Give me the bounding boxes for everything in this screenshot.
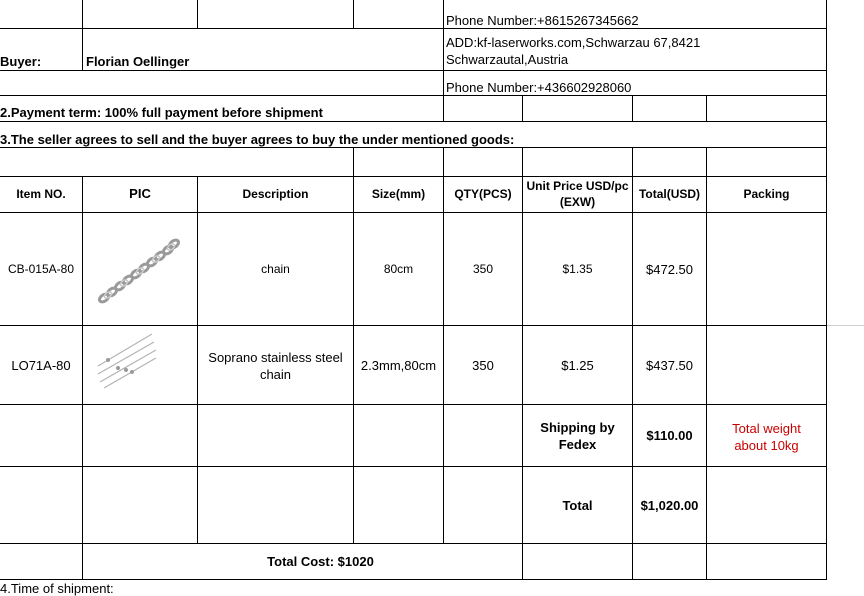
row1-qty: 350 [472,261,494,276]
shipping-amount: $110.00 [646,428,693,443]
total-amount: $1,020.00 [640,497,699,513]
row2-qty: 350 [472,357,494,373]
buyer-label: Buyer: [0,54,42,69]
buyer-name: Florian Oellinger [86,54,190,69]
buyer-phone: Phone Number:+436602928060 [446,79,632,95]
row1-unit-price: $1.35 [562,261,593,276]
shipping-label-line1: Shipping by [540,419,615,435]
total-label: Total [562,497,593,513]
grid-line [706,95,707,121]
header-unit-price-line1: Unit Price USD/pc [526,178,629,193]
row2-size: 2.3mm,80cm [360,357,437,373]
header-packing: Packing [743,187,790,201]
grid-line [632,95,633,121]
agreement-text: 3.The seller agrees to sell and the buyer agrees to buy the under mentioned goods: [0,132,515,147]
header-unit-price-line2: (EXW) [559,194,596,209]
header-size: Size(mm) [371,187,426,201]
header-qty: QTY(PCS) [454,187,512,201]
row1-item-no: CB-015A-80 [7,261,75,276]
header-total: Total(USD) [638,187,701,201]
total-cost: Total Cost: $1020 [267,554,374,569]
header-item-no: Item NO. [16,187,66,201]
shipping-weight-note-line2: about 10kg [734,437,799,453]
row2-description-line1: Soprano stainless steel [208,349,343,365]
grid-line [443,0,444,121]
header-description: Description [242,187,309,201]
row1-size: 80cm [383,261,414,276]
time-of-shipment: 4.Time of shipment: [0,580,114,596]
grid-line [0,70,827,71]
row1-total: $472.50 [646,261,693,277]
grid-line [0,95,827,96]
buyer-address-line1: ADD:kf-laserworks.com,Schwarzau 67,8421 [446,34,701,50]
row2-unit-price: $1.25 [561,357,594,373]
grid-line [0,579,827,580]
chain-product-image [96,232,180,310]
grid-line-faint [827,325,864,326]
shipping-label-line2: Fedex [558,436,597,452]
grid-line [353,0,354,28]
grid-line [0,28,827,29]
grid-line [82,28,83,70]
row2-item-no: LO71A-80 [11,357,71,373]
grid-line [197,0,198,28]
seller-phone: Phone Number:+8615267345662 [446,12,639,28]
grid-line [522,95,523,121]
necklace-product-image [96,332,158,390]
buyer-address-line2: Schwarzautal,Austria [446,51,569,67]
row2-total: $437.50 [646,357,693,373]
grid-line [826,0,827,580]
row2-description-line2: chain [259,366,292,382]
grid-line [0,121,827,122]
shipping-weight-note-line1: Total weight [732,420,801,436]
payment-term: 2.Payment term: 100% full payment before shipment [0,105,323,120]
row1-description: chain [261,261,290,276]
header-pic: PIC [129,186,151,201]
grid-line [82,176,83,580]
grid-line [82,0,83,28]
